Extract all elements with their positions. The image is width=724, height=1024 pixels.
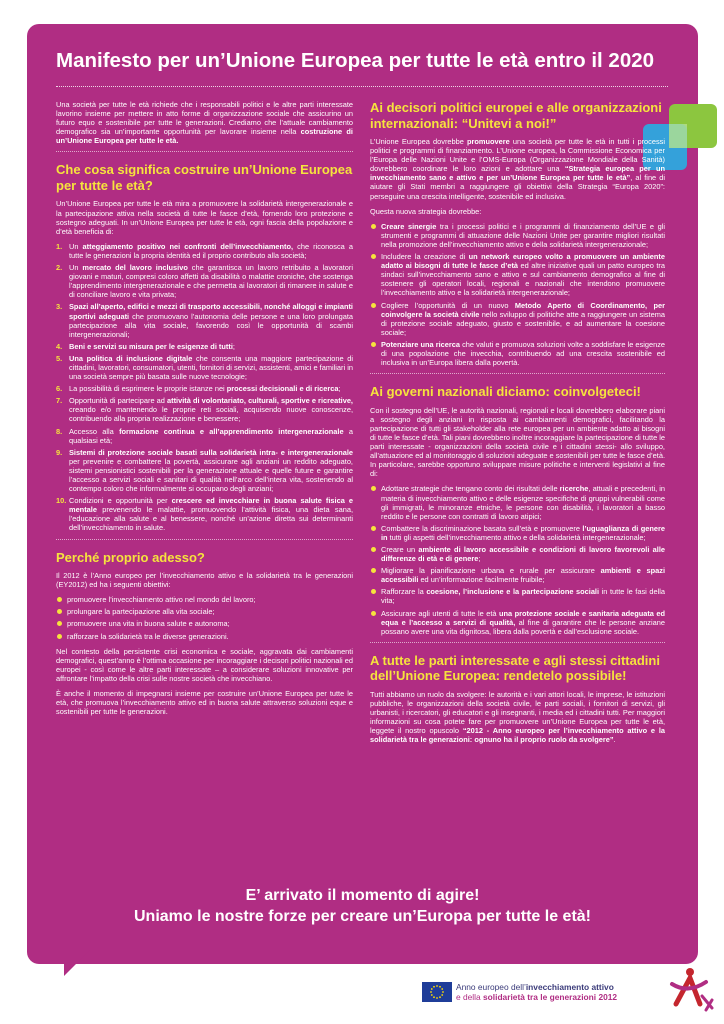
list-item — [56, 396, 353, 423]
item-text: a qualsiasi età; — [69, 426, 353, 445]
footer-text-bold: invecchiamento attivo — [525, 982, 614, 992]
item-bold: una protezione sociale e sanitaria adeguata ed equa e l’accesso a servizi di qualità, — [381, 608, 666, 627]
list-item — [56, 263, 353, 299]
item-number: 6. — [56, 384, 63, 394]
item-bold: ambiente di lavoro accessibile e condizioni di lavoro favorevoli alle differenze di età e di genere — [381, 544, 665, 564]
para-text: Tutti abbiamo un ruolo da svolgere: le autorità e i vari attori locali, le imprese, le istituzioni pubbliche, le organizzazioni della società civile, le parti sociali, i fornitori di servizi, gli urbanisti, i ricercatori, gli educatori e gli insegnanti, i media ed i cittadini tutti. Per maggiori informazioni su cosa potete fare per promuovere un’Unione Europea per tutte le età, leggete il nostro opuscolo — [370, 689, 665, 736]
list-item — [56, 302, 353, 338]
bullet-dot-icon — [371, 303, 376, 308]
section-divider — [370, 373, 665, 374]
logo-accent — [702, 996, 712, 1010]
item-number: 9. — [56, 447, 63, 457]
item-bold: atteggiamento positivo nei confronti dell’invecchiamento, — [82, 241, 294, 251]
list-item — [56, 384, 353, 393]
item-text: che consenta una maggiore partecipazione di cittadini, lavoratori, consumatori, utenti, fornitori di servizi, assistenti, amici e familiari in una società sempre più basata sulle nuove tecnologie; — [69, 353, 353, 382]
item-bold: ricerche — [559, 484, 589, 494]
item-text: ; — [478, 554, 481, 564]
section-divider — [370, 642, 665, 643]
para-text: . — [613, 735, 616, 745]
item-bold: un network europeo volto a promuovere un ambiente adatto ai bisogni di tutte le fasce d’età — [381, 252, 665, 271]
item-number: 10. — [56, 496, 67, 506]
item-number: 2. — [56, 263, 63, 273]
list-item — [370, 587, 665, 605]
item-text: ; — [338, 384, 341, 394]
item-text: Migliorare la pianificazione urbana e rurale per assicurare — [381, 566, 601, 576]
footer-text — [456, 982, 686, 1002]
call-to-action — [40, 886, 685, 928]
item-number: 3. — [56, 302, 63, 312]
flag-field — [422, 982, 452, 1002]
footer-text-part: Anno europeo dell’ — [456, 982, 526, 992]
list-item — [56, 427, 353, 445]
section-divider — [56, 151, 353, 152]
bullet-dot-icon — [57, 634, 62, 639]
list-item — [56, 448, 353, 493]
cta-line-1: E’ arrivato il momento di agire! — [245, 887, 480, 904]
item-bold: crescere ed invecchiare in buona salute fisica e mentale — [69, 496, 353, 515]
objectives-list — [56, 595, 353, 640]
item-bold: Metodo Aperto di Coordinamento, per coinvolgere la società civile — [381, 300, 665, 319]
section-gov-paragraph: Con il sostegno dell’UE, le autorità nazionali, regionali e locali dovrebbero elaborare piani a sostegno degli anziani in risposta ai cambiamenti demografici, facilitando la partecipazione di tutti gli stakeholder alla rete europea per un ambiente adatto ai bisogni di tutte le fasce d’età. Tali piani dovrebbero inoltre incoraggiare la partecipazione di tutte le parti interessate - organizzazioni della società civile e i cittadini stessi- allo sviluppo, all’attuazione ed al monitoraggio di soluzioni adeguate e sostenibili per tutte le fasce d’età. In particolare, sarebbe opportuno sviluppare misure politiche e interventi legislativi al fine di: — [370, 405, 665, 479]
item-bold: processi decisionali e di ricerca — [226, 384, 339, 394]
section-why-paragraph: Nel contesto della persistente crisi economica e sociale, aggravata dai cambiamenti demografici, quest’anno è l’ottima occasione per incoraggiare i decisori politici nazionali ed europei - così come le altre parti interessate – a considerare soluzioni innovative per affrontare l’impatto della crisi sulle nostre società che invecchiano. — [56, 646, 353, 683]
intro-paragraph — [56, 100, 353, 145]
para-text: , al fine di aiutare gli Stati membri a raggiungere gli obiettivi della Strategia “Europa 2020”: perseguire una crescita intelligente, sostenibile ed inclusiva. — [370, 173, 666, 201]
bullet-dot-icon — [371, 526, 376, 531]
para-bold: “2012 - Anno europeo per l’invecchiamento attivo e la solidarietà tra le generazioni: ognuno ha il proprio ruolo da svolgere” — [370, 726, 665, 745]
bullet-dot-icon — [371, 254, 376, 259]
item-text: Rafforzare la — [381, 587, 427, 597]
list-item — [56, 595, 353, 604]
list-item — [56, 342, 353, 351]
item-text: Adottare strategie che tengano conto dei risultati delle — [381, 484, 560, 494]
bullet-dot-icon — [371, 486, 376, 491]
para-text: L’Unione Europea dovrebbe — [370, 137, 468, 146]
measures-list — [370, 484, 665, 635]
item-bold: attività di volontariato, culturali, sportive e ricreative, — [167, 396, 353, 406]
item-text: per prevenire e combattere la povertà, assicurare agli anziani un reddito adeguato, sistemi pensionistici sostenibili per la generazione attuale e quelle future e garantire l’accesso a servizi sociali e sanitari di qualità nell’arco dell’intera vita, sostenendo al contempo coloro che informalmente si occupano degli anziani; — [69, 456, 353, 494]
section-what-heading: Che cosa significa costruire un’Unione Europea per tutte le età? — [56, 162, 353, 193]
section-eu-lead: Questa nuova strategia dovrebbe: — [370, 206, 482, 216]
section-why-heading: Perché proprio adesso? — [56, 549, 205, 565]
speech-bubble-tail — [64, 950, 90, 976]
left-column — [56, 100, 353, 722]
list-item — [56, 619, 353, 628]
benefits-list — [56, 242, 353, 533]
strategy-list — [370, 222, 665, 367]
item-bold: Potenziare una ricerca — [381, 339, 460, 349]
section-gov-heading: Ai governi nazionali diciamo: coinvolgeteci! — [370, 384, 641, 400]
deco-overlap — [669, 124, 687, 148]
para-bold: promuovere — [467, 137, 510, 146]
bullet-dot-icon — [371, 568, 376, 573]
right-column — [370, 100, 665, 750]
cta-line-2: Uniamo le nostre forze per creare un’Europa per tutte le età! — [134, 908, 591, 925]
bullet-dot-icon — [57, 621, 62, 626]
item-text: La possibilità di esprimere le proprie istanze nei — [69, 384, 227, 394]
item-number: 8. — [56, 426, 63, 436]
item-text: Condizioni e opportunità per — [69, 496, 172, 506]
footer-line-2 — [456, 992, 686, 1002]
item-text: rafforzare la solidarietà tra le diverse generazioni. — [67, 631, 229, 641]
item-text: Accesso alla — [69, 426, 120, 436]
logo-head — [686, 968, 694, 976]
list-item — [56, 496, 353, 532]
item-text: promuovere una vita in buona salute e autonoma; — [67, 619, 230, 629]
footer-text-part: e della — [456, 992, 484, 1002]
item-bold: mercato del lavoro inclusivo — [82, 263, 188, 273]
list-item — [370, 545, 665, 563]
item-text: ed altre iniziative quali un patto europeo tra sindaci sull’invecchiamento sano e attivo e sul cambiamento demografico al fine di sostenere gli operatori locali, regionali e nazionali che intendono promuovere l’invecchiamento attivo e la solidarietà intergenerazionale; — [381, 261, 665, 298]
item-text: Un — [69, 263, 83, 273]
item-text: Creare un — [381, 544, 419, 554]
footer — [420, 970, 720, 1020]
item-bold: ambienti e spazi accessibili — [381, 566, 666, 585]
item-text: prolungare la partecipazione alla vita sociale; — [67, 607, 215, 617]
item-text: tutti gli aspetti dell’invecchiamento attivo e della solidarietà intergenerazionale; — [387, 532, 646, 542]
list-item — [56, 632, 353, 641]
title-divider — [56, 86, 668, 87]
item-text: prevenendo le malattie, promuovendo l’attività fisica, una dieta sana, l’educazione alla salute e al benessere, nonché un’azione diretta sui determinanti dell’invecchiamento in salute. — [69, 505, 353, 533]
bullet-dot-icon — [371, 589, 376, 594]
item-number: 4. — [56, 341, 63, 351]
list-item — [56, 354, 353, 381]
list-item — [370, 566, 665, 584]
item-bold: Beni e servizi su misura per le esigenze di tutti — [69, 341, 233, 351]
list-item — [370, 340, 665, 367]
section-what-intro: Un’Unione Europea per tutte le età mira a promuovere la solidarietà intergenerazionale e la partecipazione attiva nella società di tutte le fasce d’età, fornendo loro protezione e sostegno adeguati. In un’Unione Europea per tutte le età, ogni fascia della popolazione e d’età beneficia di: — [56, 199, 353, 236]
section-eu-paragraph — [370, 137, 665, 201]
item-bold: Sistemi di protezione sociale basati sulla solidarietà intra- e intergenerazionale — [69, 447, 353, 457]
footer-text-bold: solidarietà tra le generazioni 2012 — [483, 992, 618, 1002]
item-bold: l’uguaglianza di genere in — [381, 523, 665, 542]
logo-figure — [676, 978, 700, 1004]
item-text: in tutte le fasi della vita; — [381, 587, 665, 606]
bullet-dot-icon — [371, 611, 376, 616]
item-text: che garantisca un lavoro retribuito a lavoratori giovani e maturi, compresi coloro affetti da disabilità o malattie croniche, che sostenga l’apprendimento intergenerazionale e che permetta ai lavoratori di rimanere in salute e di conciliare lavoro e vita privata; — [69, 263, 353, 300]
item-number: 1. — [56, 241, 63, 251]
list-item — [370, 524, 665, 542]
item-text: Cogliere l’opportunità di un nuovo — [381, 300, 515, 310]
item-text: Assicurare agli utenti di tutte le età — [381, 608, 499, 618]
item-text: Includere la creazione di — [381, 252, 469, 262]
item-text: ed un’informazione facilmente fruibile; — [418, 575, 545, 585]
item-bold: Una politica di inclusione digitale — [69, 353, 193, 363]
para-text: una società per tutte le età in tutti i processi politici e programmi di finanziamento. L’Unione europea, la Commissione Economica per l’Europa delle Nazioni Unite e l’OMS-Europa (Organizzazione Mondiale della Sanità) dovrebbero coordinare le loro azioni e adottare una — [370, 137, 666, 174]
item-number: 5. — [56, 353, 63, 363]
item-text: Combattere la discriminazione basata sull’età e promuovere — [381, 523, 583, 533]
item-text: che promuovano l’autonomia delle persone e una loro prolungata partecipazione alla vita sociale, favorendo così le opportunità di scambi intergenerazionali; — [69, 311, 353, 339]
section-all-paragraph — [370, 690, 665, 745]
list-item — [56, 242, 353, 260]
item-text: creando e/o mantenendo le proprie reti sociali, acquisendo nuove conoscenze, contribuendo alla propria realizzazione e benessere; — [69, 405, 353, 424]
intro-bold: costruzione di un’Unione Europea per tutte le età. — [56, 127, 353, 146]
bullet-dot-icon — [371, 224, 376, 229]
list-item — [370, 484, 665, 520]
item-text: promuovere l’invecchiamento attivo nel mondo del lavoro; — [67, 595, 256, 605]
item-bold: Creare sinergie — [381, 221, 437, 231]
list-item — [56, 607, 353, 616]
section-divider — [56, 539, 353, 540]
list-item — [370, 252, 665, 297]
item-text: ; — [232, 341, 235, 351]
intro-text: Una società per tutte le età richiede che i responsabili politici e le altre parti interessate lavorino insieme per mettere in atto forme di organizzazione sociale che assicurino un futuro equo e sostenibile per tutte le generazioni. Crediamo che l’attuale cambiamento demografico sia un’importante opportunità per lavorare insieme nella — [56, 100, 353, 137]
bullet-dot-icon — [57, 597, 62, 602]
section-all-heading: A tutte le parti interessate e agli stessi cittadini dell’Unione Europea: rendetelo possibile! — [370, 652, 660, 684]
item-bold: formazione continua e all’apprendimento intergenerazionale — [119, 426, 344, 436]
list-item — [370, 609, 665, 636]
item-text: Un — [69, 241, 83, 251]
item-text: , attuali e precedenti, in materia di invecchiamento attivo e delle esigenze specifiche di gruppi vulnerabili come gli immigrati, le minoranze etniche, le persone con disabilità, i lavoratori a basso reddito e le persone con contratti di lavoro atipici; — [381, 484, 666, 521]
item-text: nello sviluppo di politiche atte a raggiungere un sistema di protezione sociale adeguato, giusto e sostenibile, e ad aumentare la coesione sociale; — [381, 309, 665, 337]
item-bold: coesione, l’inclusione e la partecipazione sociali — [426, 587, 600, 597]
list-item — [370, 301, 665, 337]
item-text: Opportunità di partecipare ad — [69, 396, 168, 406]
section-why-paragraph: È anche il momento di impegnarsi insieme per costruire un’Unione Europea per tutte le età, che promuova l’invecchiamento attivo ed in buona salute attraverso soluzioni eque e sostenibili per tutte le generazioni. — [56, 689, 353, 717]
eu-flag-icon — [422, 982, 452, 1002]
page-title: Manifesto per un’Unione Europea per tutte le età entro il 2020 — [56, 49, 655, 72]
bullet-dot-icon — [371, 342, 376, 347]
list-item — [370, 222, 665, 249]
item-text: al fine di garantire che le persone anziane possano avere una vita dignitosa, libera dalla povertà e dall’esclusione sociale. — [381, 617, 665, 636]
item-bold: Spazi all’aperto, edifici e mezzi di trasporto accessibili, nonché alloggi e impianti sportivi adeguati — [69, 302, 353, 321]
para-bold: “Strategia europea per un invecchiamento sano e attivo e per un’Unione Europea per tutte le età” — [370, 164, 665, 183]
section-why-intro: Il 2012 è l’Anno europeo per l’invecchiamento attivo e la solidarietà tra le generazioni (EY2012) ed ha i seguenti obiettivi: — [56, 571, 353, 590]
item-number: 7. — [56, 396, 63, 406]
ey2012-logo-icon — [660, 964, 716, 1014]
bullet-dot-icon — [371, 547, 376, 552]
item-text: che valuti e promuova soluzioni volte a soddisfare le esigenze di una popolazione che invecchia, contribuendo ad una crescita sostenibile ed inclusiva in un’Europa libera dalla povertà. — [381, 339, 666, 368]
item-text: tra i processi politici e i programmi di finanziamento dell’UE e gli strumenti e programmi di attuazione delle Nazioni Unite per garantire migliori risultati nella promozione dell’invecchiamento attivo e della solidarietà intergenerazionale; — [381, 221, 665, 249]
bullet-dot-icon — [57, 609, 62, 614]
footer-line-1 — [456, 982, 686, 992]
section-eu-heading: Ai decisori politici europei e alle organizzazioni internazionali: “Unitevi a noi!” — [370, 100, 662, 131]
item-text: che riconosca a tutte le generazioni la propria identità ed il proprio contributo alla società; — [69, 241, 353, 260]
